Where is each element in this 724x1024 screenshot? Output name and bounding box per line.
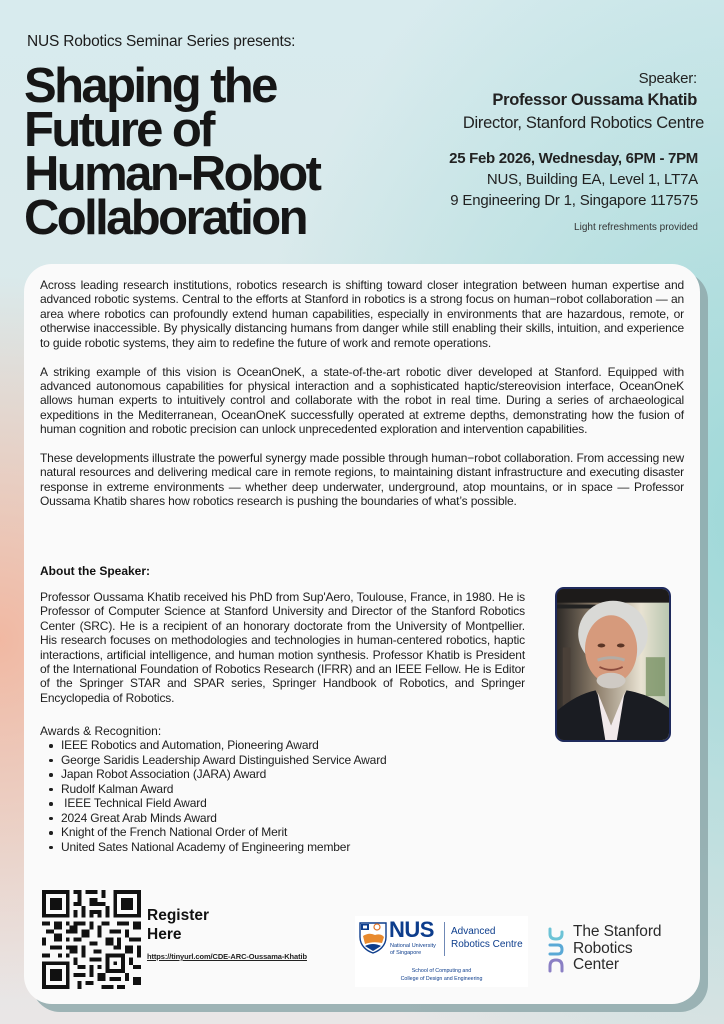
- abstract-paragraph: These developments illustrate the powerful synergy made possible through human−robot collaboration. From accessing new natural resources and delivering medical care in remote regions, to maintaining distant infrastructure and executing disaster response in extreme environments — whether deep underwater, underground, atop mountains, or in space — Professor Oussama Khatib shares how robotics research is pushing the boundaries of what’s possible.: [40, 451, 684, 509]
- src-wordmark: [573, 924, 661, 974]
- award-item: United Sates National Academy of Engineering member: [40, 840, 387, 855]
- refreshments-note: Light refreshments provided: [574, 222, 698, 233]
- seminar-title: [24, 59, 320, 245]
- title-line: Future of: [24, 103, 213, 157]
- awards-list: [40, 738, 387, 854]
- award-item: Rudolf Kalman Award: [40, 782, 387, 797]
- content-card: [24, 264, 700, 1004]
- speaker-info: [449, 70, 702, 233]
- series-presents: NUS Robotics Seminar Series presents:: [27, 33, 296, 50]
- award-item: IEEE Technical Field Award: [40, 796, 387, 811]
- stanford-robotics-center-logo: [546, 924, 686, 974]
- speaker-role: Director, Stanford Robotics Centre: [462, 114, 704, 132]
- abstract: [40, 278, 684, 509]
- arc-line: Advanced: [451, 926, 496, 937]
- portrait-image: [557, 589, 669, 740]
- title-line: Collaboration: [24, 191, 306, 245]
- schools-line: College of Design and Engineering: [400, 975, 483, 982]
- speaker-label: Speaker:: [638, 70, 697, 87]
- schools-line: School of Computing and: [411, 968, 472, 974]
- logo-divider: [444, 922, 445, 956]
- nus-sub-line: National University: [390, 943, 436, 949]
- award-item: Japan Robot Association (JARA) Award: [40, 767, 387, 782]
- abstract-paragraph: A striking example of this vision is OceanOneK, a state-of-the-art robotic diver developed at Stanford. Equipped with advanced autonomous capabilities for physical interaction and a sophisticated haptic/stereovision interface, OceanOneK allows human experts to intuitively control and collaborate with the robot in real time. During a series of archaeological expeditions in the Mediterranean, OceanOneK successfully operated at extreme depths, demonstrating how the fusion of human cognition and robotic precision can unlock unprecedented exploration and intervention capabilities.: [40, 364, 684, 437]
- register-line: Register: [147, 907, 210, 924]
- event-venue: NUS, Building EA, Level 1, LT7A: [486, 171, 698, 188]
- event-date-time: 25 Feb 2026, Wednesday, 6PM - 7PM: [449, 150, 698, 167]
- nus-arc-logo: [355, 916, 528, 987]
- about-speaker-heading: About the Speaker:: [40, 564, 151, 578]
- nus-schools: [355, 968, 528, 983]
- src-line: Robotics: [573, 939, 633, 957]
- award-item: 2024 Great Arab Minds Award: [40, 811, 387, 826]
- nus-crest-icon: [359, 922, 387, 954]
- nus-wordmark: NUS: [389, 917, 434, 942]
- speaker-photo: [555, 587, 671, 742]
- src-line: Center: [573, 956, 619, 973]
- title-line: Shaping the: [24, 59, 276, 113]
- nus-sub-line: of Singapore: [390, 949, 422, 956]
- awards-heading: Awards & Recognition:: [40, 724, 162, 738]
- nus-subtitle: [390, 943, 436, 956]
- registration-qr-code[interactable]: [42, 890, 141, 989]
- src-mark-icon: [546, 926, 568, 976]
- award-item: IEEE Robotics and Automation, Pioneering Award: [40, 738, 387, 753]
- src-line: The Stanford: [573, 923, 662, 940]
- award-item: George Saridis Leadership Award Distinguished Service Award: [40, 753, 387, 768]
- abstract-paragraph: Across leading research institutions, robotics research is shifting toward closer integration between human expertise and advanced robotic systems. Central to the efforts at Stanford in robotics is a strong focus on human−robot collaboration — an area where robotics can profoundly extend human capabilities, especially in environments that are hazardous, remote, or otherwise inaccessible. By physically distancing humans from danger while still enabling their skills, intuition, and experience to guide robotic systems, they aim to redefine the future of work and remote operations.: [40, 278, 684, 350]
- speaker-bio: Professor Oussama Khatib received his PhD from Sup'Aero, Toulouse, France, in 1980. He is Professor of Computer Science at Stanford University and Director of the Stanford Robotics Center (SRC). He is a recipient of an honorary doctorate from the University of Montpellier. His research focuses on methodologies and technologies in human-centered robotics, haptic interactions, artificial intelligence, and human motion synthesis. Professor Khatib is President of the International Foundation of Robotics Research (IFRR) and an IEEE Fellow. He is Editor of the Springer STAR and SPAR series, Springer Handbook of Robotics, and Springer Encyclopedia of Robotics.: [40, 590, 525, 705]
- event-address: 9 Engineering Dr 1, Singapore 117575: [450, 192, 698, 209]
- register-heading: [147, 906, 209, 944]
- arc-name: [451, 925, 523, 951]
- award-item: Knight of the French National Order of Merit: [40, 825, 387, 840]
- title-line: Human-Robot: [24, 147, 320, 201]
- registration-link[interactable]: https://tinyurl.com/CDE-ARC-Oussama-Khatib: [147, 952, 307, 961]
- register-line: Here: [147, 926, 182, 943]
- arc-line: Robotics Centre: [451, 939, 523, 950]
- speaker-name: Professor Oussama Khatib: [492, 91, 697, 109]
